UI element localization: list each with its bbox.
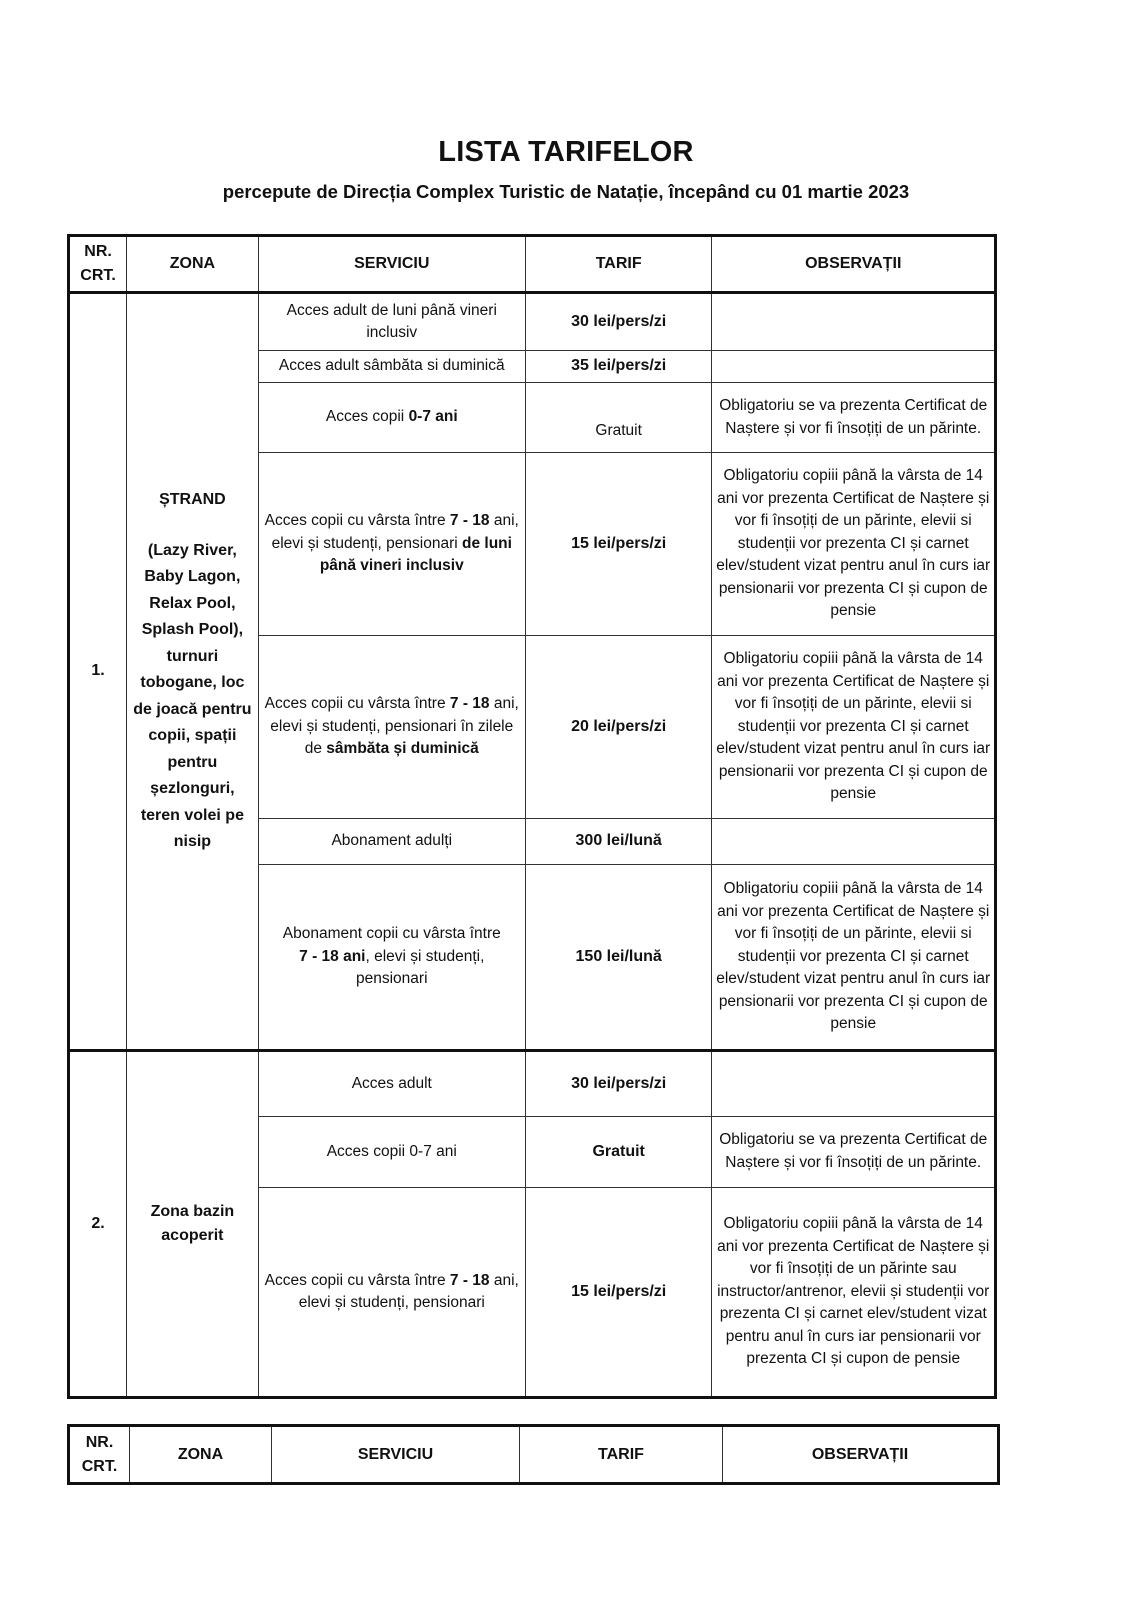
header-serviciu: SERVICIU — [258, 236, 525, 293]
header-zona: ZONA — [127, 236, 259, 293]
serviciu-cell — [258, 1188, 525, 1398]
section2-nr: 2. — [69, 1051, 127, 1398]
serviciu-text: , elevi și studenți, pensionari — [356, 947, 485, 988]
observatii-cell: Obligatoriu copiii până la vârsta de 14 ani vor prezenta Certificat de Naștere și vor fi însoțiți de un părinte, elevii si studenții vor prezenta CI și carnet elev/student vizat pentru anul în curs iar pensionarii vor prezenta CI și cupon de pensie — [712, 865, 996, 1051]
serviciu-bold: 7 - 18 — [449, 695, 490, 713]
header-nr-crt: NR. CRT. — [69, 236, 127, 293]
table-row — [69, 1051, 996, 1117]
serviciu-cell: Abonament adulți — [258, 819, 525, 865]
section1-zona — [127, 293, 259, 1051]
serviciu-text: ani, elevi și studenți, pensionari în zilele de — [270, 695, 519, 758]
table-row — [69, 293, 996, 351]
footer-header-tarif: TARIF — [520, 1426, 723, 1484]
serviciu-cell — [258, 453, 525, 636]
table-header-row — [69, 236, 996, 293]
observatii-cell — [712, 293, 996, 351]
serviciu-bold: 7 - 18 ani — [299, 947, 366, 965]
page-subtitle: percepute de Direcția Complex Turistic de Natație, începând cu 01 martie 2023 — [222, 181, 910, 202]
tarif-cell: Gratuit — [525, 383, 712, 453]
serviciu-bold: 7 - 18 — [449, 512, 490, 530]
section2-zona: Zona bazin acoperit — [127, 1051, 259, 1398]
serviciu-cell: Acces adult de luni până vineri inclusiv — [258, 293, 525, 351]
tariff-table — [67, 234, 997, 1399]
observatii-cell: Obligatoriu se va prezenta Certificat de Naștere și vor fi însoțiți de un părinte. — [712, 383, 996, 453]
tarif-cell: 20 lei/pers/zi — [525, 636, 712, 819]
tarif-cell: Gratuit — [525, 1117, 712, 1188]
serviciu-cell: Acces adult sâmbăta si duminică — [258, 351, 525, 383]
footer-header-zona: ZONA — [130, 1426, 272, 1484]
observatii-cell — [712, 351, 996, 383]
tarif-cell: 30 lei/pers/zi — [525, 1051, 712, 1117]
serviciu-cell — [258, 636, 525, 819]
observatii-cell: Obligatoriu copiii până la vârsta de 14 ani vor prezenta Certificat de Naștere și vor fi însoțiți de un părinte, elevii si studenții vor prezenta CI și carnet elev/student vizat pentru anul în curs iar pensionarii vor prezenta CI și cupon de pensie — [712, 453, 996, 636]
tarif-cell: 150 lei/lună — [525, 865, 712, 1051]
section1-zona-title: ȘTRAND — [159, 491, 226, 509]
observatii-cell: Obligatoriu se va prezenta Certificat de Naștere și vor fi însoțiți de un părinte. — [712, 1117, 996, 1188]
tarif-cell: 300 lei/lună — [525, 819, 712, 865]
serviciu-cell — [258, 383, 525, 453]
footer-header-table — [67, 1424, 1000, 1485]
serviciu-text: ani, elevi și studenți, pensionari — [298, 1271, 519, 1311]
tarif-cell: 30 lei/pers/zi — [525, 293, 712, 351]
observatii-cell — [712, 819, 996, 865]
serviciu-bold: sâmbăta și duminică — [326, 740, 479, 758]
observatii-cell — [712, 1051, 996, 1117]
page-title: LISTA TARIFELOR — [438, 136, 694, 168]
serviciu-text: Acces copii cu vârsta între — [264, 695, 450, 713]
footer-header-row — [69, 1426, 999, 1484]
serviciu-text: ani, elevi și studenți, pensionari — [271, 512, 519, 552]
serviciu-text: Acces copii cu vârsta între — [264, 512, 450, 530]
footer-header-nr-crt: NR. CRT. — [69, 1426, 130, 1484]
serviciu-cell: Acces adult — [258, 1051, 525, 1117]
header-tarif: TARIF — [525, 236, 712, 293]
observatii-cell: Obligatoriu copiii până la vârsta de 14 ani vor prezenta Certificat de Naștere și vor fi însoțiți de un părinte sau instructor/antrenor, elevii și studenții vor prezenta CI și carnet elev/student vizat pentru anul în curs iar pensionarii vor prezenta CI și cupon de pensie — [712, 1188, 996, 1398]
tarif-cell: 15 lei/pers/zi — [525, 453, 712, 636]
serviciu-bold: de luni până vineri inclusiv — [319, 534, 512, 575]
serviciu-bold: 7 - 18 — [449, 1271, 490, 1289]
tarif-cell: 35 lei/pers/zi — [525, 351, 712, 383]
tarif-cell: 15 lei/pers/zi — [525, 1188, 712, 1398]
section1-nr: 1. — [69, 293, 127, 1051]
serviciu-text: Acces copii — [325, 408, 409, 426]
observatii-cell: Obligatoriu copiii până la vârsta de 14 ani vor prezenta Certificat de Naștere și vor fi însoțiți de un părinte, elevii si studenții vor prezenta CI și carnet elev/student vizat pentru anul în curs iar pensionarii vor prezenta CI și cupon de pensie — [712, 636, 996, 819]
serviciu-bold: 0-7 ani — [408, 408, 458, 426]
serviciu-text: Acces copii cu vârsta între — [264, 1271, 450, 1289]
serviciu-text: Abonament copii cu vârsta între — [282, 925, 501, 943]
serviciu-cell — [258, 865, 525, 1051]
footer-header-serviciu: SERVICIU — [272, 1426, 520, 1484]
header-observatii: OBSERVAȚII — [712, 236, 996, 293]
section1-zona-desc: (Lazy River, Baby Lagon, Relax Pool, Splash Pool), turnuri tobogane, loc de joacă pentru copii, spații pentru șezlonguri, teren volei pe nisip — [133, 541, 252, 851]
footer-header-observatii: OBSERVAȚII — [723, 1426, 999, 1484]
serviciu-cell: Acces copii 0-7 ani — [258, 1117, 525, 1188]
